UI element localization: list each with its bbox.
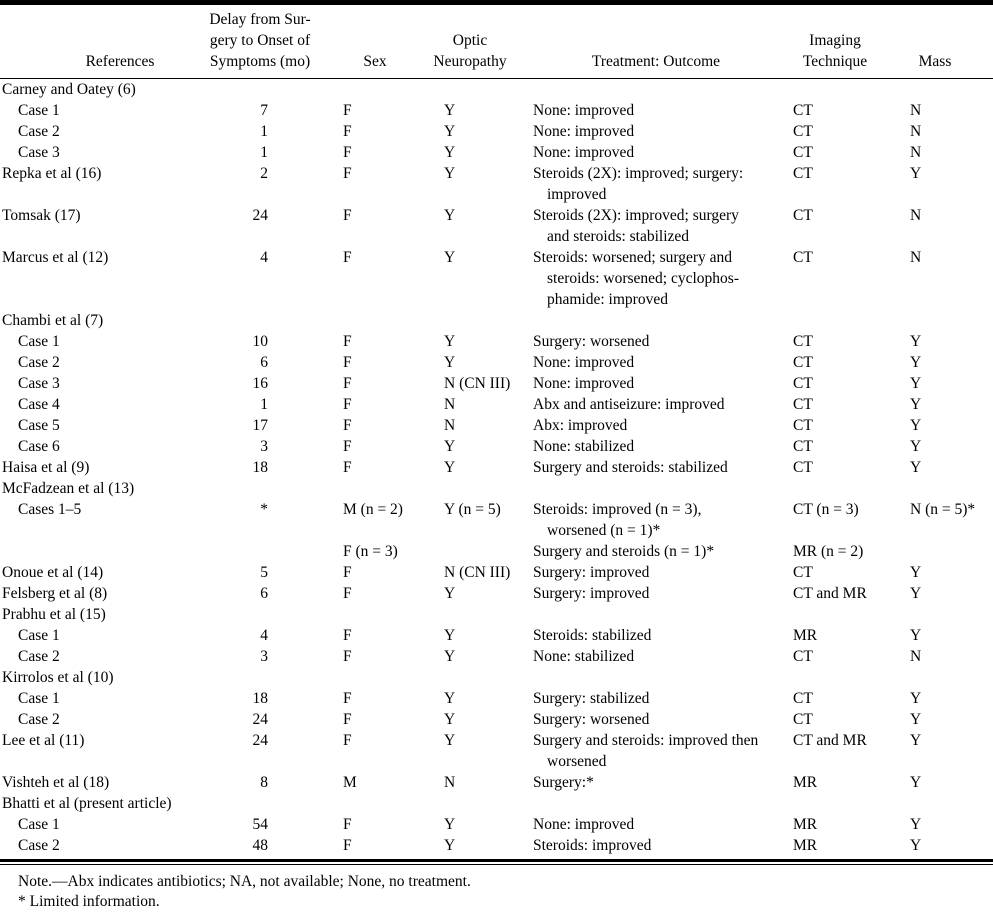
cell-optic-neuropathy: Y bbox=[444, 438, 456, 455]
cell-treatment-outcome bbox=[533, 625, 785, 646]
cell-sex: F bbox=[343, 102, 352, 119]
cell-sex: F bbox=[343, 690, 352, 707]
cell-optic-neuropathy: Y bbox=[444, 207, 456, 224]
cell-treatment-outcome bbox=[533, 730, 785, 772]
table-group-row bbox=[0, 793, 993, 814]
cell-imaging-technique: CT bbox=[793, 354, 813, 371]
cell-sex: F bbox=[343, 564, 352, 581]
cell-reference: Case 3 bbox=[18, 144, 60, 161]
table-row bbox=[0, 163, 993, 205]
cell-reference: Lee et al (11) bbox=[2, 732, 85, 749]
cell-imaging-technique: MR (n = 2) bbox=[793, 543, 864, 560]
table-row bbox=[0, 562, 993, 583]
table-row bbox=[0, 835, 993, 856]
table-group-row bbox=[0, 478, 993, 499]
table-row bbox=[0, 772, 993, 793]
cell-treatment-outcome bbox=[533, 688, 785, 709]
cell-delay: 24 bbox=[252, 207, 268, 224]
cell-reference: Felsberg et al (8) bbox=[2, 585, 108, 602]
cell-reference: Kirrolos et al (10) bbox=[2, 669, 114, 686]
cell-sex: F bbox=[343, 207, 352, 224]
table-group-row bbox=[0, 310, 993, 331]
cell-treatment-outcome bbox=[533, 121, 785, 142]
cell-imaging-technique: CT bbox=[793, 207, 813, 224]
cell-treatment-outcome bbox=[533, 247, 785, 310]
cell-imaging-technique: MR bbox=[793, 774, 818, 791]
cell-reference: Case 2 bbox=[18, 837, 60, 854]
cell-mass: N bbox=[910, 249, 922, 266]
cell-optic-neuropathy: N bbox=[444, 396, 456, 413]
table-row bbox=[0, 247, 993, 310]
treatment-line: None: improved bbox=[533, 354, 635, 371]
table-row bbox=[0, 625, 993, 646]
header-optic-neuropathy: Optic Neuropathy bbox=[433, 32, 507, 70]
cell-imaging-technique: CT bbox=[793, 102, 813, 119]
header-treatment-outcome: Treatment: Outcome bbox=[591, 53, 721, 70]
cell-optic-neuropathy: Y bbox=[444, 816, 456, 833]
cell-reference: Case 1 bbox=[18, 627, 60, 644]
cell-reference: Case 4 bbox=[18, 396, 60, 413]
cell-mass: Y bbox=[910, 774, 922, 791]
cell-imaging-technique: CT bbox=[793, 249, 813, 266]
cell-delay: 8 bbox=[260, 774, 268, 791]
cell-sex: M (n = 2) bbox=[343, 501, 403, 518]
treatment-line: Steroids: improved (n = 3), bbox=[533, 501, 702, 518]
cell-treatment-outcome bbox=[533, 100, 785, 121]
cell-treatment-outcome bbox=[533, 394, 785, 415]
treatment-line: Steroids (2X): improved; surgery bbox=[533, 207, 739, 224]
cell-delay: 24 bbox=[252, 711, 268, 728]
treatment-line: Surgery:* bbox=[533, 774, 594, 791]
cell-optic-neuropathy: Y (n = 5) bbox=[444, 501, 501, 518]
cell-optic-neuropathy: Y bbox=[444, 249, 456, 266]
cell-imaging-technique: CT bbox=[793, 144, 813, 161]
cell-sex: F bbox=[343, 438, 352, 455]
cell-imaging-technique: CT bbox=[793, 690, 813, 707]
cell-reference: Chambi et al (7) bbox=[2, 312, 104, 329]
cell-treatment-outcome bbox=[533, 142, 785, 163]
cell-mass: Y bbox=[910, 459, 922, 476]
cell-imaging-technique: CT bbox=[793, 648, 813, 665]
cell-optic-neuropathy: N (CN III) bbox=[444, 564, 511, 581]
cell-imaging-technique: CT bbox=[793, 165, 813, 182]
table-row bbox=[0, 415, 993, 436]
cell-reference: Case 6 bbox=[18, 438, 60, 455]
cell-reference: Case 1 bbox=[18, 102, 60, 119]
cell-imaging-technique: CT bbox=[793, 711, 813, 728]
cell-delay: 4 bbox=[260, 627, 268, 644]
table-group-row bbox=[0, 604, 993, 625]
cell-optic-neuropathy: Y bbox=[444, 648, 456, 665]
treatment-line: Surgery: improved bbox=[533, 585, 650, 602]
treatment-line: Steroids (2X): improved; surgery: bbox=[533, 165, 744, 182]
treatment-line: Surgery and steroids: stabilized bbox=[533, 459, 728, 476]
cell-imaging-technique: CT (n = 3) bbox=[793, 501, 859, 518]
cell-delay: 48 bbox=[252, 837, 268, 854]
table-row bbox=[0, 373, 993, 394]
cell-optic-neuropathy: N bbox=[444, 417, 456, 434]
cell-imaging-technique: CT bbox=[793, 564, 813, 581]
cell-delay: 7 bbox=[260, 102, 268, 119]
cell-sex: F bbox=[343, 627, 352, 644]
table-row bbox=[0, 205, 993, 247]
treatment-line: improved bbox=[547, 186, 607, 203]
cell-treatment-outcome bbox=[533, 814, 785, 835]
treatment-line: None: improved bbox=[533, 123, 635, 140]
cell-reference: Prabhu et al (15) bbox=[2, 606, 106, 623]
cell-mass: N bbox=[910, 207, 922, 224]
cell-delay: * bbox=[260, 501, 268, 518]
cell-optic-neuropathy: N bbox=[444, 774, 456, 791]
cell-sex: F bbox=[343, 249, 352, 266]
cell-reference: Case 1 bbox=[18, 333, 60, 350]
table-note: Note.—Abx indicates antibiotics; NA, not available; None, no treatment. bbox=[18, 873, 471, 890]
table-group-row bbox=[0, 79, 993, 100]
table-row bbox=[0, 436, 993, 457]
cell-treatment-outcome bbox=[533, 772, 785, 793]
cell-mass: Y bbox=[910, 375, 922, 392]
cell-reference: Case 1 bbox=[18, 690, 60, 707]
treatment-line: Steroids: worsened; surgery and bbox=[533, 249, 733, 266]
cell-mass: N bbox=[910, 102, 922, 119]
cell-imaging-technique: CT bbox=[793, 123, 813, 140]
cell-sex: F bbox=[343, 816, 352, 833]
table-row bbox=[0, 100, 993, 121]
cell-imaging-technique: CT and MR bbox=[793, 732, 867, 749]
treatment-line: steroids: worsened; cyclophos- bbox=[547, 270, 739, 287]
cell-treatment-outcome bbox=[533, 709, 785, 730]
cell-mass: N bbox=[910, 123, 922, 140]
cell-treatment-outcome bbox=[533, 415, 785, 436]
cell-imaging-technique: CT bbox=[793, 417, 813, 434]
cell-sex: F bbox=[343, 585, 352, 602]
cell-reference: Cases 1–5 bbox=[18, 501, 82, 518]
cell-mass: Y bbox=[910, 354, 922, 371]
table-row bbox=[0, 352, 993, 373]
cell-mass: Y bbox=[910, 165, 922, 182]
cell-optic-neuropathy: Y bbox=[444, 459, 456, 476]
table-group-row bbox=[0, 667, 993, 688]
treatment-line: None: improved bbox=[533, 816, 635, 833]
treatment-line: and steroids: stabilized bbox=[547, 228, 690, 245]
cell-mass: N bbox=[910, 648, 922, 665]
treatment-line: Surgery: worsened bbox=[533, 711, 650, 728]
table-top-rule bbox=[0, 0, 993, 5]
cell-sex: F bbox=[343, 123, 352, 140]
cell-mass: Y bbox=[910, 690, 922, 707]
cell-reference: Case 2 bbox=[18, 711, 60, 728]
table-row bbox=[0, 709, 993, 730]
cell-sex: F bbox=[343, 837, 352, 854]
cell-treatment-outcome bbox=[533, 835, 785, 856]
cell-sex: F bbox=[343, 354, 352, 371]
cell-optic-neuropathy: Y bbox=[444, 354, 456, 371]
treatment-line: None: improved bbox=[533, 144, 635, 161]
cell-delay: 16 bbox=[252, 375, 268, 392]
cell-delay: 2 bbox=[260, 165, 268, 182]
cell-sex: F bbox=[343, 732, 352, 749]
cell-reference: Case 5 bbox=[18, 417, 60, 434]
cell-sex: F bbox=[343, 165, 352, 182]
header-references: References bbox=[85, 53, 155, 70]
cell-reference: McFadzean et al (13) bbox=[2, 480, 135, 497]
cell-optic-neuropathy: Y bbox=[444, 711, 456, 728]
cell-reference: Case 2 bbox=[18, 123, 60, 140]
treatment-line: Surgery and steroids: improved then bbox=[533, 732, 759, 749]
cell-reference: Haisa et al (9) bbox=[2, 459, 90, 476]
cell-mass: Y bbox=[910, 564, 922, 581]
cell-mass: Y bbox=[910, 837, 922, 854]
cell-delay: 54 bbox=[252, 816, 268, 833]
cell-mass: Y bbox=[910, 711, 922, 728]
treatment-line: Surgery: improved bbox=[533, 564, 650, 581]
treatment-line: worsened (n = 1)* bbox=[547, 522, 661, 539]
cell-reference: Marcus et al (12) bbox=[2, 249, 109, 266]
table-body bbox=[0, 79, 993, 856]
cell-treatment-outcome bbox=[533, 331, 785, 352]
cell-reference: Vishteh et al (18) bbox=[2, 774, 110, 791]
treatment-line: None: improved bbox=[533, 102, 635, 119]
cell-sex: F (n = 3) bbox=[343, 543, 398, 560]
treatment-line: Surgery: worsened bbox=[533, 333, 650, 350]
treatment-line: worsened bbox=[547, 753, 607, 770]
treatment-line: None: stabilized bbox=[533, 438, 635, 455]
treatment-line: None: stabilized bbox=[533, 648, 635, 665]
treatment-line: Surgery: stabilized bbox=[533, 690, 650, 707]
table-row bbox=[0, 646, 993, 667]
header-delay: Delay from Sur- gery to Onset of Symptoms (mo) bbox=[209, 11, 311, 70]
cell-treatment-outcome bbox=[533, 583, 785, 604]
cell-sex: M bbox=[343, 774, 357, 791]
cell-optic-neuropathy: Y bbox=[444, 333, 456, 350]
cell-reference: Bhatti et al (present article) bbox=[2, 795, 172, 812]
cell-treatment-outcome bbox=[533, 352, 785, 373]
cell-delay: 1 bbox=[260, 396, 268, 413]
cell-imaging-technique: CT bbox=[793, 438, 813, 455]
table-bottom-rule bbox=[0, 859, 993, 862]
cell-optic-neuropathy: Y bbox=[444, 165, 456, 182]
treatment-line: Steroids: improved bbox=[533, 837, 652, 854]
header-sex: Sex bbox=[363, 53, 387, 70]
cell-sex: F bbox=[343, 333, 352, 350]
cell-reference: Case 3 bbox=[18, 375, 60, 392]
cell-treatment-outcome bbox=[533, 541, 785, 562]
table-row bbox=[0, 457, 993, 478]
cell-reference: Carney and Oatey (6) bbox=[2, 81, 136, 98]
cell-delay: 18 bbox=[252, 690, 268, 707]
cell-sex: F bbox=[343, 648, 352, 665]
cell-mass: Y bbox=[910, 627, 922, 644]
cell-treatment-outcome bbox=[533, 163, 785, 205]
cell-treatment-outcome bbox=[533, 499, 785, 541]
table-row bbox=[0, 814, 993, 835]
treatment-line: None: improved bbox=[533, 375, 635, 392]
cell-treatment-outcome bbox=[533, 457, 785, 478]
table-row bbox=[0, 499, 993, 541]
treatment-line: Surgery and steroids (n = 1)* bbox=[533, 543, 715, 560]
table-row bbox=[0, 331, 993, 352]
cell-imaging-technique: CT bbox=[793, 375, 813, 392]
cell-delay: 1 bbox=[260, 123, 268, 140]
cell-treatment-outcome bbox=[533, 205, 785, 247]
cell-delay: 17 bbox=[252, 417, 268, 434]
cell-sex: F bbox=[343, 144, 352, 161]
cell-optic-neuropathy: Y bbox=[444, 690, 456, 707]
cell-delay: 3 bbox=[260, 438, 268, 455]
cell-treatment-outcome bbox=[533, 373, 785, 394]
treatment-line: Steroids: stabilized bbox=[533, 627, 652, 644]
cell-optic-neuropathy: Y bbox=[444, 144, 456, 161]
cell-mass: N bbox=[910, 144, 922, 161]
cell-imaging-technique: MR bbox=[793, 627, 818, 644]
cell-mass: Y bbox=[910, 816, 922, 833]
cell-reference: Case 2 bbox=[18, 354, 60, 371]
cell-sex: F bbox=[343, 711, 352, 728]
table-row bbox=[0, 142, 993, 163]
cell-imaging-technique: MR bbox=[793, 837, 818, 854]
cell-sex: F bbox=[343, 375, 352, 392]
cell-optic-neuropathy: Y bbox=[444, 102, 456, 119]
cell-mass: Y bbox=[910, 417, 922, 434]
cell-reference: Tomsak (17) bbox=[2, 207, 81, 224]
cell-delay: 1 bbox=[260, 144, 268, 161]
table-footnote: * Limited information. bbox=[18, 893, 160, 910]
cell-imaging-technique: MR bbox=[793, 816, 818, 833]
cell-delay: 5 bbox=[260, 564, 268, 581]
treatment-line: Abx and antiseizure: improved bbox=[533, 396, 725, 413]
cell-optic-neuropathy: Y bbox=[444, 732, 456, 749]
table-row bbox=[0, 688, 993, 709]
cell-treatment-outcome bbox=[533, 646, 785, 667]
cell-reference: Case 2 bbox=[18, 648, 60, 665]
cell-mass: Y bbox=[910, 396, 922, 413]
cell-delay: 24 bbox=[252, 732, 268, 749]
cell-delay: 4 bbox=[260, 249, 268, 266]
cell-sex: F bbox=[343, 459, 352, 476]
treatment-line: Abx: improved bbox=[533, 417, 628, 434]
cell-optic-neuropathy: N (CN III) bbox=[444, 375, 511, 392]
cell-reference: Onoue et al (14) bbox=[2, 564, 104, 581]
cell-imaging-technique: CT bbox=[793, 459, 813, 476]
cell-mass: Y bbox=[910, 732, 922, 749]
cell-treatment-outcome bbox=[533, 562, 785, 583]
cell-imaging-technique: CT and MR bbox=[793, 585, 867, 602]
table-row bbox=[0, 730, 993, 772]
table-row bbox=[0, 541, 993, 562]
cell-sex: F bbox=[343, 417, 352, 434]
cell-reference: Repka et al (16) bbox=[2, 165, 102, 182]
cell-imaging-technique: CT bbox=[793, 333, 813, 350]
table-row bbox=[0, 121, 993, 142]
cell-treatment-outcome bbox=[533, 436, 785, 457]
cell-mass: N (n = 5)* bbox=[910, 501, 976, 518]
table-row bbox=[0, 394, 993, 415]
table-bottom-rule-thin bbox=[0, 864, 993, 865]
cell-delay: 6 bbox=[260, 354, 268, 371]
cell-mass: Y bbox=[910, 333, 922, 350]
cell-optic-neuropathy: Y bbox=[444, 123, 456, 140]
cell-mass: Y bbox=[910, 438, 922, 455]
cell-imaging-technique: CT bbox=[793, 396, 813, 413]
cell-delay: 6 bbox=[260, 585, 268, 602]
cell-delay: 3 bbox=[260, 648, 268, 665]
cell-optic-neuropathy: Y bbox=[444, 585, 456, 602]
cell-reference: Case 1 bbox=[18, 816, 60, 833]
cell-delay: 10 bbox=[252, 333, 268, 350]
header-imaging-technique: Imaging Technique bbox=[802, 32, 868, 70]
cell-mass: Y bbox=[910, 585, 922, 602]
treatment-line: phamide: improved bbox=[547, 291, 668, 308]
header-mass: Mass bbox=[918, 53, 952, 70]
cell-optic-neuropathy: Y bbox=[444, 627, 456, 644]
table-row bbox=[0, 583, 993, 604]
cell-sex: F bbox=[343, 396, 352, 413]
cell-optic-neuropathy: Y bbox=[444, 837, 456, 854]
cell-delay: 18 bbox=[252, 459, 268, 476]
